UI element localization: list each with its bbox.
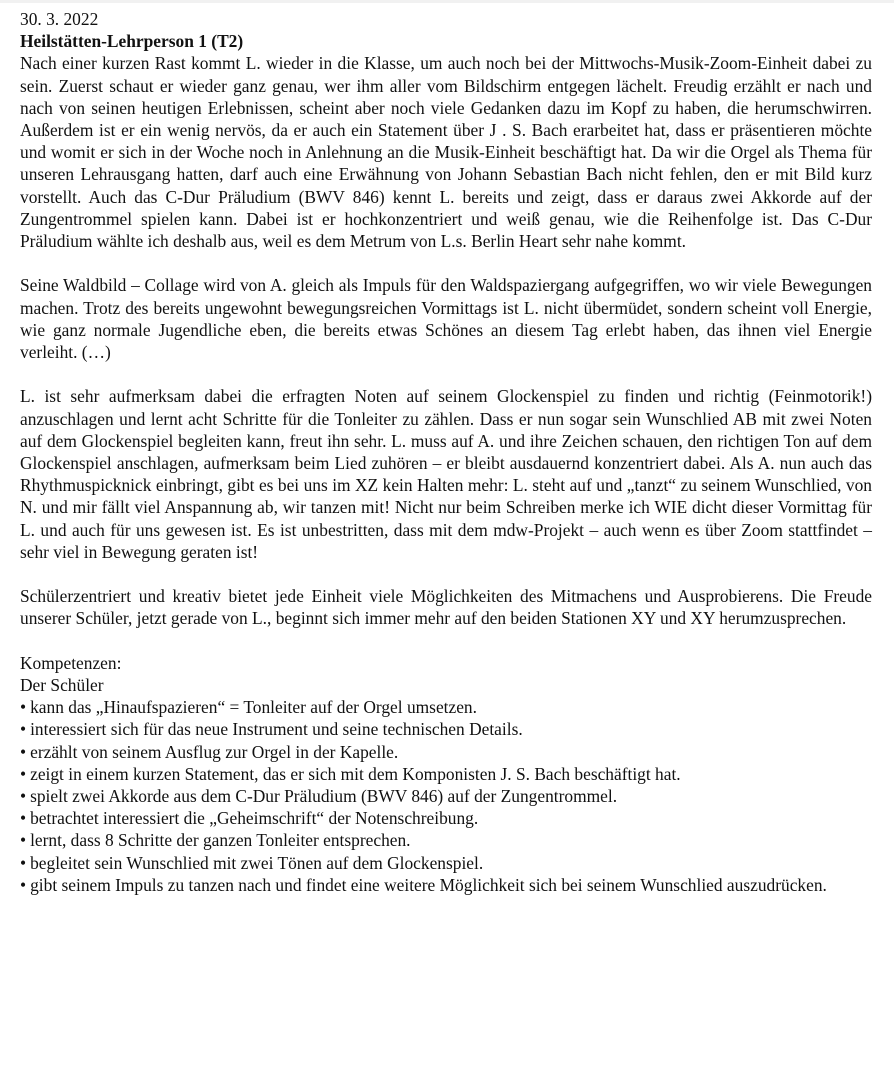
bullet-icon: • <box>20 830 27 851</box>
competency-text: interessiert sich für das neue Instrument und seine technischen Details. <box>30 719 523 740</box>
competency-text: spielt zwei Akkorde aus dem C-Dur Präludium (BWV 846) auf der Zungentrommel. <box>30 786 618 807</box>
bullet-icon: • <box>20 741 27 762</box>
paragraph-2: Seine Waldbild – Collage wird von A. gleich als Impuls für den Waldspaziergang aufgegriffen, wo wir viele Bewegungen machen. Trotz des bereits ungewohnt bewegungsreichen Vormittags ist L. nicht übermüdet, sondern scheint voll Energie, wie ganz normale Jugendliche eben, die bereits etwas Schönes an diesem Tag erlebt haben, das ihnen viel Energie verleiht. (…) <box>20 275 872 363</box>
competency-text: gibt seinem Impuls zu tanzen nach und findet eine weitere Möglichkeit sich bei seinem Wunschlied auszudrücken. <box>30 874 827 895</box>
competency-text: kann das „Hinaufspazieren“ = Tonleiter auf der Orgel umsetzen. <box>30 697 477 718</box>
bullet-icon: • <box>20 808 27 829</box>
competency-item <box>20 785 872 807</box>
paragraph-spacer <box>20 363 872 385</box>
competency-item <box>20 829 872 851</box>
competency-item <box>20 807 872 829</box>
paragraph-spacer <box>20 630 872 652</box>
document-title: Heilstätten-Lehrperson 1 (T2) <box>20 31 244 52</box>
competency-item <box>20 696 872 718</box>
competency-item <box>20 718 872 740</box>
competency-text: lernt, dass 8 Schritte der ganzen Tonleiter entsprechen. <box>30 830 411 851</box>
bullet-icon: • <box>20 874 27 895</box>
paragraph-4: Schülerzentriert und kreativ bietet jede Einheit viele Möglichkeiten des Mitmachens und Ausprobierens. Die Freude unserer Schüler, jetzt gerade von L., beginnt sich immer mehr auf den beiden Stationen XY und XY herumzusprechen. <box>20 586 872 629</box>
competency-text: erzählt von seinem Ausflug zur Orgel in der Kapelle. <box>30 741 399 762</box>
competency-item <box>20 852 872 874</box>
competency-text: begleitet sein Wunschlied mit zwei Tönen auf dem Glockenspiel. <box>30 852 484 873</box>
document-page <box>20 8 872 896</box>
competencies-heading: Kompetenzen: <box>20 652 122 673</box>
paragraph-3: L. ist sehr aufmerksam dabei die erfragten Noten auf seinem Glockenspiel zu finden und richtig (Feinmotorik!) anzuschlagen und lernt acht Schritte für die Tonleiter zu zählen. Dass er nun sogar sein Wunschlied AB mit zwei Noten auf dem Glockenspiel begleiten kann, freut ihn sehr. L. muss auf A. und ihre Zeichen schauen, den richtigen Ton auf dem Glockenspiel anschlagen, aufmerksam beim Lied zuhören – er bleibt ausdauernd konzentriert dabei. Als A. nun auch das Rhythmuspicknick einbringt, gibt es bei uns im XZ kein Halten mehr: L. steht auf und „tanzt“ zu seinem Wunschlied, von N. und mir fällt viel Anspannung ab, wir tanzen mit! Nicht nur beim Schreiben merke ich WIE dicht dieser Vormittag für L. und auch für uns gewesen ist. Es ist unbestritten, dass mit dem mdw-Projekt – auch wenn es über Zoom stattfindet – sehr viel in Bewegung geraten ist! <box>20 386 872 562</box>
bullet-icon: • <box>20 763 27 784</box>
top-edge-band <box>0 0 894 3</box>
paragraph-spacer <box>20 252 872 274</box>
bullet-icon: • <box>20 697 27 718</box>
bullet-icon: • <box>20 852 27 873</box>
competency-text: betrachtet interessiert die „Geheimschrift“ der Notenschreibung. <box>30 808 479 829</box>
paragraph-spacer <box>20 563 872 585</box>
competency-item <box>20 874 872 896</box>
competencies-subject: Der Schüler <box>20 675 104 696</box>
document-date: 30. 3. 2022 <box>20 9 99 29</box>
bullet-icon: • <box>20 719 27 740</box>
competency-text: zeigt in einem kurzen Statement, das er sich mit dem Komponisten J. S. Bach beschäftigt hat. <box>30 763 681 784</box>
competency-item <box>20 763 872 785</box>
paragraph-1: Nach einer kurzen Rast kommt L. wieder in die Klasse, um auch noch bei der Mittwochs-Musik-Zoom-Einheit dabei zu sein. Zuerst schaut er wieder ganz genau, wer ihm aller vom Bildschirm entgegen lächelt. Freudig erzählt er nach und nach von seinen heutigen Erlebnissen, scheint aber noch viele Gedanken dazu im Kopf zu haben, die herumschwirren. Außerdem ist er ein wenig nervös, da er auch ein Statement über J . S. Bach erarbeitet hat, dass er präsentieren möchte und womit er sich in der Woche noch in Anlehnung an die Musik-Einheit beschäftigt hat. Da wir die Orgel als Thema für unseren Lehrausgang hatten, darf auch eine Erwähnung von Johann Sebastian Bach nicht fehlen, den er mit Bild kurz vorstellt. Auch das C-Dur Präludium (BWV 846) kennt L. bereits und zeigt, dass er daraus zwei Akkorde auf der Zungentrommel spielen kann. Dabei ist er hochkonzentriert und weiß genau, wie die Reihenfolge ist. Das C-Dur Präludium wählte ich deshalb aus, weil es dem Metrum von L.s. Berlin Heart sehr nahe kommt. <box>20 53 872 252</box>
bullet-icon: • <box>20 786 27 807</box>
competency-item <box>20 741 872 763</box>
competencies-list <box>20 696 872 896</box>
